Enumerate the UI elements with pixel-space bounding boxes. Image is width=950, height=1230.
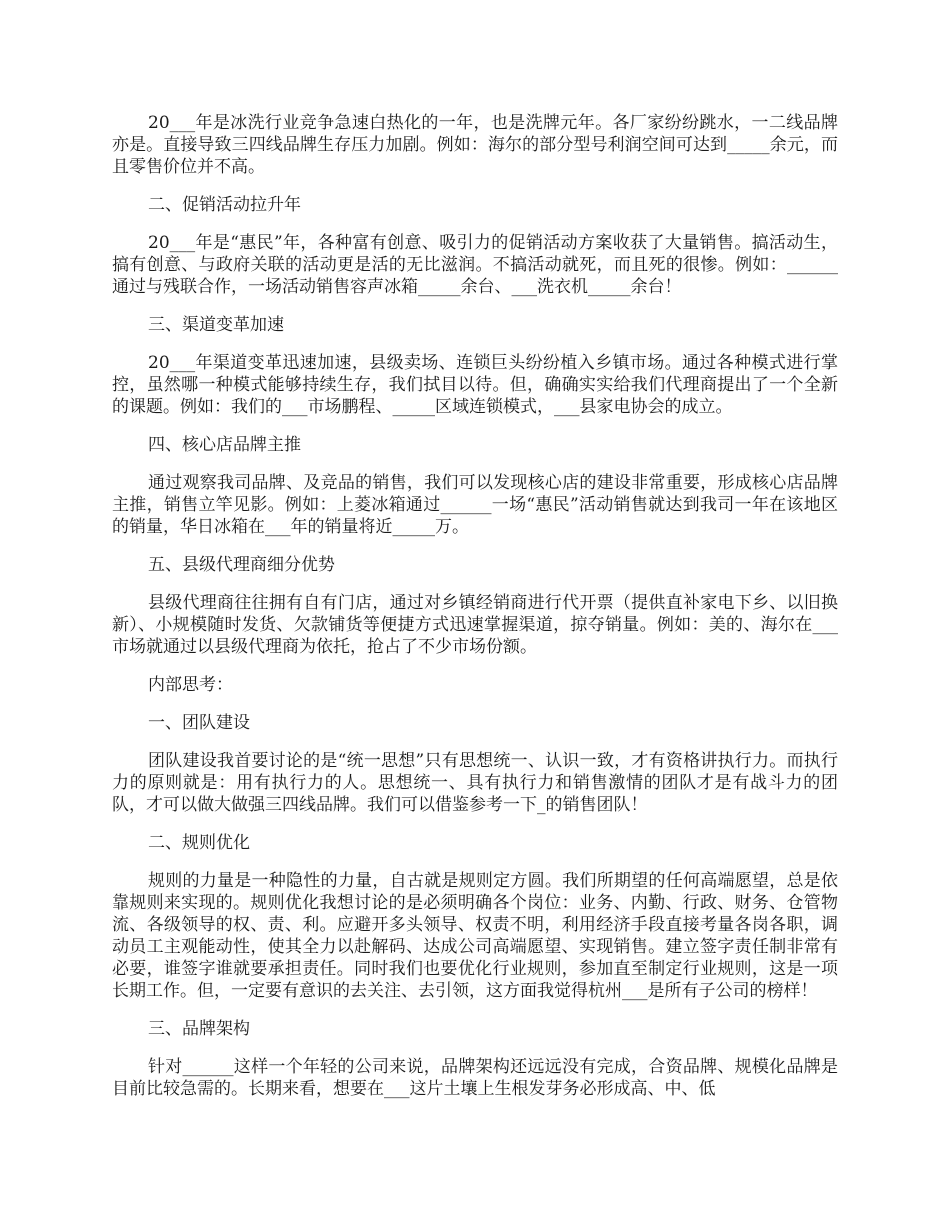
heading-channel-reform: 三、渠道变革加速 xyxy=(148,315,284,335)
paragraph-brand-architecture: 针对______这样一个年轻的公司来说，品牌架构还远远没有完成，合资品牌、规模化品牌是目前比较急需的。长期来看，想要在___这片土壤上生根发芽务必形成高、中、低 xyxy=(112,1057,838,1099)
heading-rule-optimization: 二、规则优化 xyxy=(148,833,250,853)
heading-brand-architecture: 三、品牌架构 xyxy=(148,1019,250,1039)
document-page xyxy=(112,112,838,1116)
paragraph-channel-reform: 20___年渠道变革迅速加速，县级卖场、连锁巨头纷纷植入乡镇市场。通过各种模式进行掌控，虽然哪一种模式能够持续生存，我们拭目以待。但，确确实实给我们代理商提出了一个全新的课题。例如：我们的___市场鹏程、_____区域连锁模式，___县家电协会的成立。 xyxy=(112,353,838,417)
heading-internal-thinking: 内部思考： xyxy=(148,675,233,695)
heading-promotion-year: 二、促销活动拉升年 xyxy=(148,195,301,215)
paragraph-core-store: 通过观察我司品牌、及竞品的销售，我们可以发现核心店的建设非常重要，形成核心店品牌主推，销售立竿见影。例如：上菱冰箱通过______一场“惠民”活动销售就达到我司一年在该地区的销量，华日冰箱在___年的销量将近_____万。 xyxy=(112,473,838,537)
paragraph-team-building: 团队建设我首要讨论的是“统一思想”只有思想统一、认识一致，才有资格讲执行力。而执行力的原则就是：用有执行力的人。思想统一、具有执行力和销售激情的团队才是有战斗力的团队，才可以做大做强三四线品牌。我们可以借鉴参考一下_的销售团队！ xyxy=(112,751,838,815)
paragraph-promotion: 20___年是“惠民”年，各种富有创意、吸引力的促销活动方案收获了大量销售。搞活动生，搞有创意、与政府关联的活动更是活的无比滋润。不搞活动就死，而且死的很惨。例如：______通过与残联合作，一场活动销售容声冰箱_____余台、___洗衣机_____余台！ xyxy=(112,233,838,297)
heading-team-building: 一、团队建设 xyxy=(148,713,250,733)
heading-core-store: 四、核心店品牌主推 xyxy=(148,435,301,455)
paragraph-market-shakeout: 20___年是冰洗行业竞争急速白热化的一年，也是洗牌元年。各厂家纷纷跳水，一二线品牌亦是。直接导致三四线品牌生存压力加剧。例如：海尔的部分型号利润空间可达到_____余元，而且零售价位并不高。 xyxy=(112,113,838,177)
paragraph-rule-optimization: 规则的力量是一种隐性的力量，自古就是规则定方圆。我们所期望的任何高端愿望，总是依靠规则来实现的。规则优化我想讨论的是必须明确各个岗位：业务、内勤、行政、财务、仓管物流、各级领导的权、责、利。应避开多头领导、权责不明，利用经济手段直接考量各岗各职，调动员工主观能动性，使其全力以赴解码、达成公司高端愿望、实现销售。建立签字责任制非常有必要，谁签字谁就要承担责任。同时我们也要优化行业规则，参加直至制定行业规则，这是一项长期工作。但，一定要有意识的去关注、去引领，这方面我觉得杭州___是所有子公司的榜样！ xyxy=(112,871,838,1001)
paragraph-county-agent: 县级代理商往往拥有自有门店，通过对乡镇经销商进行代开票（提供直补家电下乡、以旧换新）、小规模随时发货、欠款铺货等便捷方式迅速掌握渠道，掠夺销量。例如：美的、海尔在___市场就通过以县级代理商为依托，抢占了不少市场份额。 xyxy=(112,593,838,657)
heading-county-agent: 五、县级代理商细分优势 xyxy=(148,555,335,575)
